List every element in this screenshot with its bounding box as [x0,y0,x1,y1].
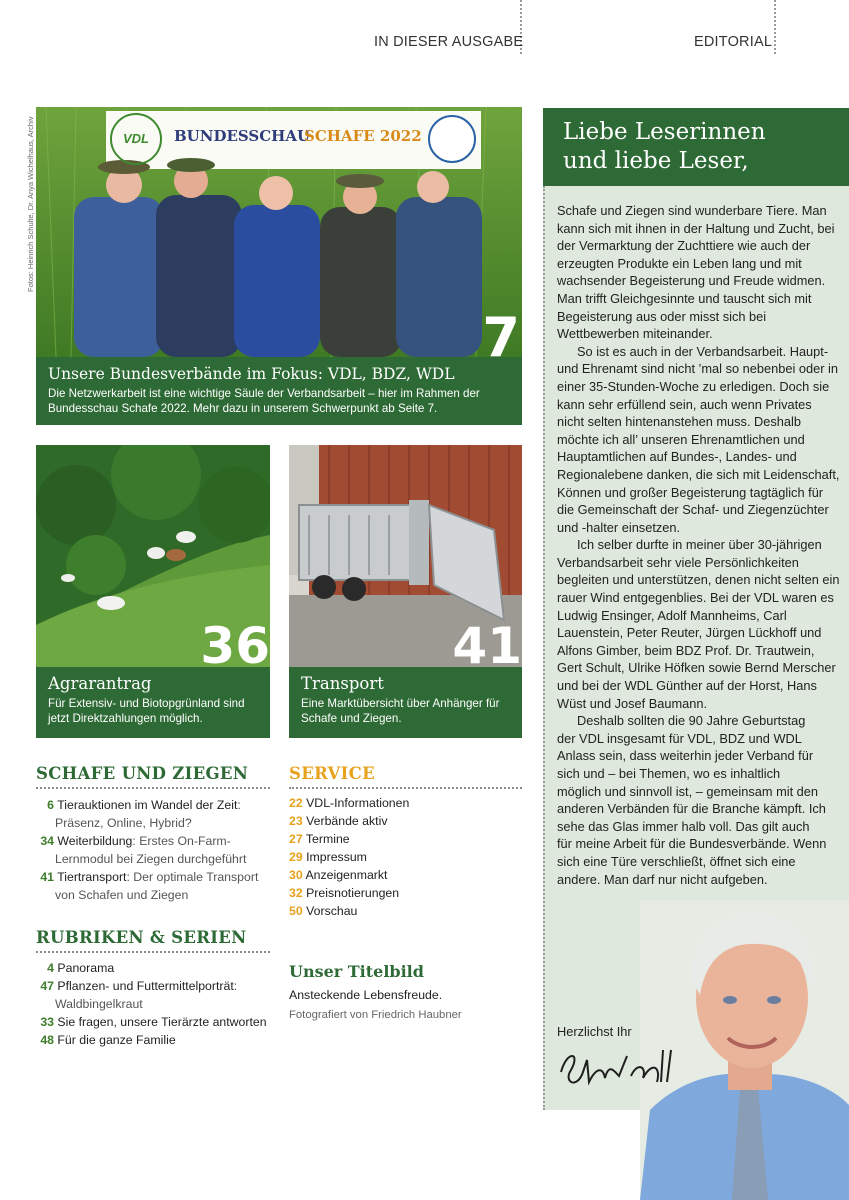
service-label: VDL-Informationen [306,796,410,810]
toc-item[interactable] [36,1031,276,1049]
toc-topic: Tierauktionen im Wandel der Zeit [57,798,238,812]
titelbild-credit: Fotografiert von Friedrich Haubner [289,1009,462,1021]
service-label: Termine [305,832,350,846]
agrar-photo [36,445,270,667]
banner-text-2: SCHAFE 2022 [304,127,422,145]
transport-page-number: 41 [452,617,522,667]
hero-text: Die Netzwerkarbeit ist eine wichtige Säule der Verbandsarbeit – hier im Rahmen der Bundesschau Schafe 2022. Mehr dazu in unserem Schwerpunkt ab Seite 7. [48,387,480,415]
photo-credit: Fotos: Heinrich Schulte, Dr. Anya Wichelhaus, Archiv [26,116,35,292]
editorial-paragraph-2: So ist es auch in der Verbandsarbeit. Haupt- und Ehrenamt sind nicht ’mal so nebenbei oder in einer 35-Stunden-Woche zu erledigen. Doch sie kann sehr erfüllend sein, auch wenn Privates nicht selten hintenanstehen muss. Deshalb möchte ich all’ unseren Ehrenamtlichen und Hauptamtlichen auf Bundes-, Landes- und Regionalebene danken, die sich mit Leidenschaft, Können und großer Begeisterung tagtäglich für die Gemeinschaft der Schaf- und Ziegenzüchter und -halter einsetzen. [557,343,840,535]
toc-page-number: 47 [40,979,54,993]
service-item[interactable] [289,830,522,848]
toc-sep: : Erstes On-Farm- [132,834,231,848]
toc-subtitle: Lernmodul bei Ziegen durchgeführt [55,852,247,866]
transport-photo [289,445,522,667]
toc-page-number: 48 [40,1033,54,1047]
editorial-headline [543,108,849,186]
header-title-left: IN DIESER AUSGABE [374,34,524,50]
editorial-paragraph-4: Deshalb sollten die 90 Jahre Geburtstag der VDL insgesamt für VDL, BDZ und WDL Anlass sein, dass weiterhin jeder Verband für sich und – bei Themen, wo es inhaltlich möglich und sinnvoll ist, – gemeinsam mit den anderen Verbänden für die Branche kämpft. Ich sehe das Glas immer halb voll. Das gilt auch für meine Arbeit für die Bundesverbände. Wenn sich eine Türe verschließt, öffnet sich eine andere. Man darf nur nicht aufgeben. [557,713,827,887]
signature-wrap [557,1042,677,1094]
hero-title: Unsere Bundesverbände im Fokus: VDL, BDZ, WDL [48,365,455,383]
toc-sep: : [233,979,238,993]
service-label: Vorschau [306,904,358,918]
toc-item[interactable] [36,959,276,977]
toc-topic: Sie fragen, unsere Tierärzte antworten [57,1015,267,1029]
editorial-headline-2: und liebe Leser, [563,148,749,174]
toc-topic: Tiertransport [57,870,127,884]
schafe-heading-wrap [36,764,270,789]
service-heading: SERVICE [289,764,375,783]
agrar-caption[interactable] [36,667,270,738]
service-page-number: 30 [289,868,303,882]
toc-topic: Für die ganze Familie [57,1033,176,1047]
schafe-heading: SCHAFE UND ZIEGEN [36,764,249,783]
service-page-number: 29 [289,850,303,864]
service-page-number: 32 [289,886,303,900]
toc-topic: Pflanzen- und Futtermittelporträt [57,979,234,993]
toc-item[interactable] [36,868,276,904]
editorial-headline-1: Liebe Leserinnen [563,119,766,145]
service-item[interactable] [289,902,522,920]
editorial-left-rule [543,186,545,1110]
titelbild-heading: Unser Titelbild [289,962,424,981]
service-heading-wrap [289,764,522,789]
hero-caption[interactable] [36,357,522,425]
editorial-closing: Herzlichst Ihr [557,1024,632,1039]
transport-caption[interactable] [289,667,522,738]
toc-subtitle: Waldbingelkraut [55,997,143,1011]
service-item[interactable] [289,794,522,812]
toc-page-number: 4 [47,961,54,975]
service-item[interactable] [289,848,522,866]
toc-item[interactable] [36,977,276,1013]
header-title-right: EDITORIAL [694,34,773,50]
bundesschau-logo-icon [428,115,476,163]
service-label: Preisnotierungen [306,886,400,900]
service-list [289,794,522,920]
toc-subtitle: von Schafen und Ziegen [55,888,189,902]
rubriken-list [36,959,276,1049]
service-item[interactable] [289,866,522,884]
toc-item[interactable] [36,796,276,832]
banner-text-1: BUNDESSCHAU [174,127,311,145]
toc-item[interactable] [36,832,276,868]
service-page-number: 22 [289,796,303,810]
editorial-body [557,202,841,888]
signature-drawing [557,1042,677,1094]
agrar-page-number: 36 [200,617,270,667]
service-item[interactable] [289,884,522,902]
editorial-paragraph-1: Schafe und Ziegen sind wunderbare Tiere. Man kann sich mit ihnen in der Haltung und Zucht, bei der Vermarktung der Zuchttiere wie auch der erzeugten Produkte ein Leben lang und mit wachsender Begeisterung und Freude widmen. Man trifft Gleichgesinnte und tauscht sich mit Begeisterung aus oder misst sich bei Wettbewerben miteinander. [557,203,835,342]
rubriken-heading: RUBRIKEN & SERIEN [36,928,247,947]
service-label: Anzeigenmarkt [305,868,388,882]
editorial-signature [557,1042,677,1094]
agrar-text: Für Extensiv- und Biotopgrünland sind jetzt Direktzahlungen möglich. [48,697,245,725]
transport-title: Transport [301,674,384,693]
rubriken-heading-wrap [36,928,270,953]
service-item[interactable] [289,812,522,830]
header-divider-right [774,0,776,54]
toc-page-number: 6 [47,798,54,812]
hero-banner [106,111,481,169]
hero-page-number: 7 [482,306,520,357]
service-page-number: 27 [289,832,303,846]
toc-topic: Panorama [57,961,115,975]
toc-page-number: 33 [40,1015,54,1029]
toc-topic: Weiterbildung [57,834,133,848]
service-label: Verbände aktiv [306,814,388,828]
transport-text: Eine Marktübersicht über Anhänger für Schafe und Ziegen. [301,697,500,725]
toc-page-number: 41 [40,870,54,884]
toc-sep: : Der optimale Transport [126,870,259,884]
titelbild-text: Ansteckende Lebensfreude. [289,988,443,1002]
toc-sep: : [237,798,241,812]
service-page-number: 50 [289,904,303,918]
editorial-paragraph-3: Ich selber durfte in meiner über 30-jährigen Verbandsarbeit sehr viele Persönlichkeiten begleiten und unterstützen, denen nicht selten ein rauer Wind entgegenblies. Bei der VDL waren es Ludwig Ensinger, Adolf Mannheims, Carl Lauenstein, Peter Reuter, Jürgen Lückhoff und Alfons Gimber, beim BDZ Prof. Dr. Trautwein, Gert Schult, Ulrike Höfken sowie Bernd Merscher und bei der WDL Günther auf der Horst, Hans Wüst und Josef Baumann. [557,537,840,711]
service-page-number: 23 [289,814,303,828]
hero-photo [36,107,522,357]
schafe-list [36,796,276,904]
service-label: Impressum [306,850,367,864]
agrar-title: Agrarantrag [48,674,152,693]
toc-page-number: 34 [40,834,54,848]
vdl-logo: VDL [110,113,162,165]
toc-item[interactable] [36,1013,276,1031]
toc-subtitle: Präsenz, Online, Hybrid? [55,816,192,830]
